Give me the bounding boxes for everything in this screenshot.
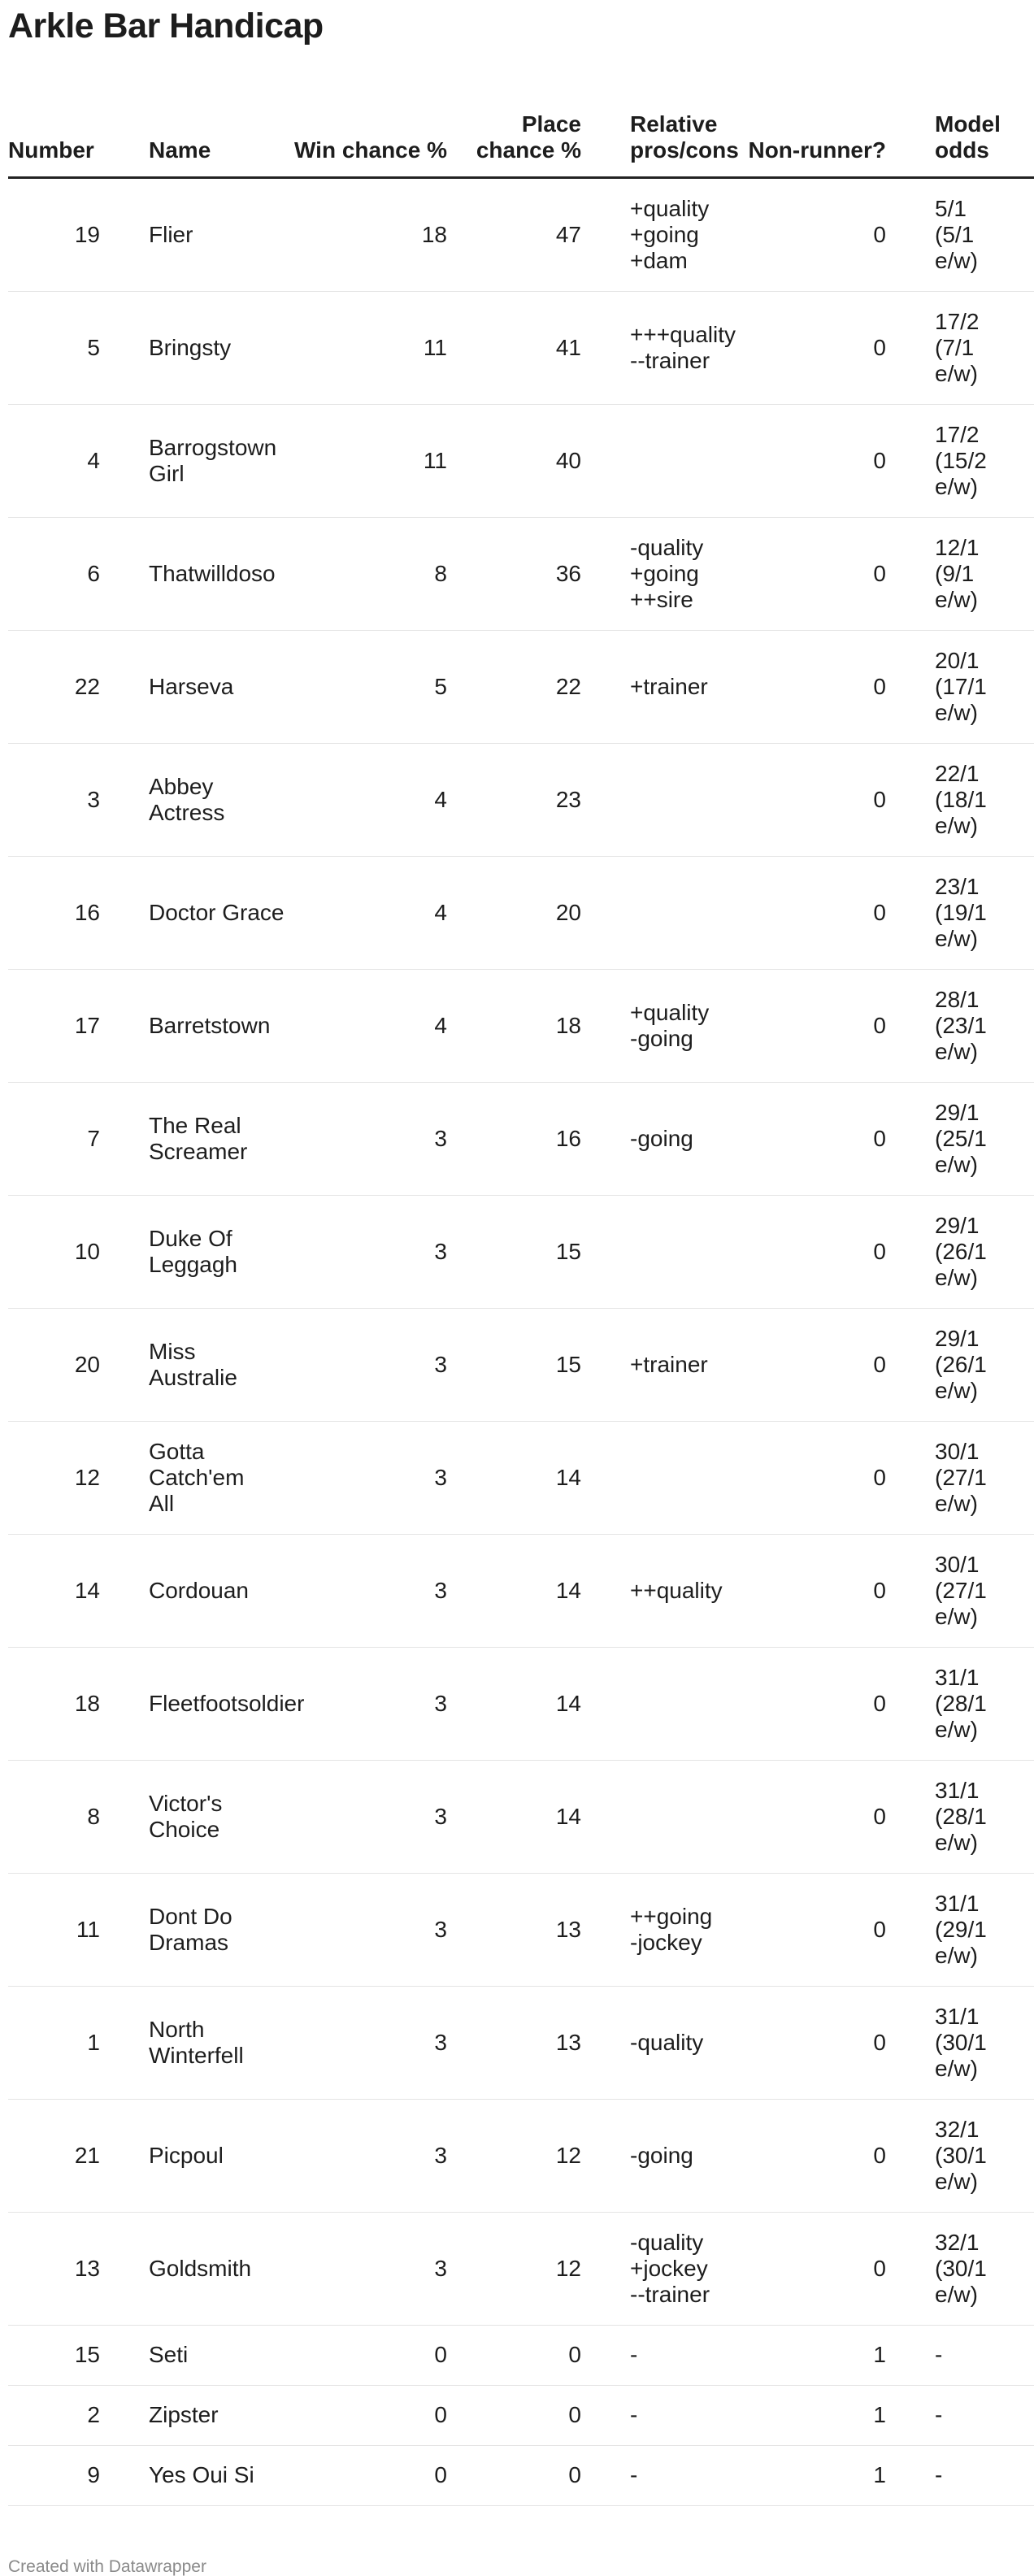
table-row — [8, 2325, 1034, 2385]
cell-non-runner: 0 — [736, 1760, 886, 1873]
cell-non-runner: 0 — [736, 1534, 886, 1647]
cell-number: 19 — [8, 177, 100, 291]
cell-number: 7 — [8, 1082, 100, 1195]
cell-win-chance: 8 — [285, 517, 447, 630]
cell-relative: +quality -going — [581, 969, 736, 1082]
table-row — [8, 1534, 1034, 1647]
cell-model-odds: - — [886, 2445, 1034, 2505]
cell-model-odds: 29/1 (26/1 e/w) — [886, 1195, 1034, 1308]
cell-model-odds: 32/1 (30/1 e/w) — [886, 2099, 1034, 2212]
cell-non-runner: 0 — [736, 291, 886, 404]
cell-number: 17 — [8, 969, 100, 1082]
cell-number: 20 — [8, 1308, 100, 1421]
cell-relative: - — [581, 2325, 736, 2385]
table-row — [8, 177, 1034, 291]
cell-win-chance: 3 — [285, 1082, 447, 1195]
cell-name: Miss Australie — [100, 1308, 285, 1421]
cell-number: 16 — [8, 856, 100, 969]
cell-model-odds: 31/1 (28/1 e/w) — [886, 1647, 1034, 1760]
cell-win-chance: 3 — [285, 1534, 447, 1647]
cell-number: 10 — [8, 1195, 100, 1308]
cell-place-chance: 15 — [447, 1308, 581, 1421]
table-row — [8, 1647, 1034, 1760]
cell-place-chance: 41 — [447, 291, 581, 404]
cell-number: 9 — [8, 2445, 100, 2505]
cell-non-runner: 0 — [736, 404, 886, 517]
cell-place-chance: 36 — [447, 517, 581, 630]
cell-relative — [581, 404, 736, 517]
cell-place-chance: 20 — [447, 856, 581, 969]
cell-win-chance: 5 — [285, 630, 447, 743]
column-header-name[interactable]: Name — [100, 89, 285, 177]
column-header-model-odds[interactable]: Model odds — [886, 89, 1034, 177]
cell-name: Victor's Choice — [100, 1760, 285, 1873]
cell-relative — [581, 1760, 736, 1873]
cell-model-odds: 31/1 (29/1 e/w) — [886, 1873, 1034, 1986]
table-row — [8, 1873, 1034, 1986]
cell-relative — [581, 1195, 736, 1308]
cell-place-chance: 16 — [447, 1082, 581, 1195]
cell-name: Barrogstown Girl — [100, 404, 285, 517]
cell-model-odds: 20/1 (17/1 e/w) — [886, 630, 1034, 743]
cell-non-runner: 0 — [736, 2212, 886, 2325]
cell-place-chance: 40 — [447, 404, 581, 517]
cell-model-odds: - — [886, 2385, 1034, 2445]
cell-model-odds: 30/1 (27/1 e/w) — [886, 1421, 1034, 1534]
table-header-row — [8, 89, 1034, 177]
cell-name: Thatwilldoso — [100, 517, 285, 630]
cell-number: 11 — [8, 1873, 100, 1986]
cell-place-chance: 12 — [447, 2099, 581, 2212]
cell-place-chance: 14 — [447, 1760, 581, 1873]
cell-relative: -quality +jockey --trainer — [581, 2212, 736, 2325]
cell-win-chance: 3 — [285, 1195, 447, 1308]
cell-number: 3 — [8, 743, 100, 856]
cell-place-chance: 0 — [447, 2325, 581, 2385]
cell-win-chance: 3 — [285, 1986, 447, 2099]
cell-name: Fleetfootsoldier — [100, 1647, 285, 1760]
cell-relative: -quality — [581, 1986, 736, 2099]
cell-win-chance: 18 — [285, 177, 447, 291]
cell-non-runner: 0 — [736, 1421, 886, 1534]
cell-number: 13 — [8, 2212, 100, 2325]
footer-credit: Created with Datawrapper — [8, 2557, 206, 2576]
table-row — [8, 630, 1034, 743]
cell-win-chance: 11 — [285, 404, 447, 517]
cell-model-odds: 31/1 (28/1 e/w) — [886, 1760, 1034, 1873]
cell-number: 6 — [8, 517, 100, 630]
cell-name: Gotta Catch'em All — [100, 1421, 285, 1534]
cell-name: Barretstown — [100, 969, 285, 1082]
column-header-number[interactable]: Number — [8, 89, 100, 177]
column-header-non-runner[interactable]: Non-runner? — [736, 89, 886, 177]
table-row — [8, 1082, 1034, 1195]
cell-non-runner: 0 — [736, 177, 886, 291]
cell-win-chance: 0 — [285, 2325, 447, 2385]
cell-model-odds: 22/1 (18/1 e/w) — [886, 743, 1034, 856]
cell-name: Dont Do Dramas — [100, 1873, 285, 1986]
cell-model-odds: 31/1 (30/1 e/w) — [886, 1986, 1034, 2099]
table-row — [8, 1760, 1034, 1873]
cell-number: 12 — [8, 1421, 100, 1534]
cell-non-runner: 1 — [736, 2385, 886, 2445]
table-row — [8, 1421, 1034, 1534]
cell-number: 22 — [8, 630, 100, 743]
cell-non-runner: 0 — [736, 517, 886, 630]
cell-place-chance: 47 — [447, 177, 581, 291]
table-body — [8, 177, 1034, 2505]
cell-relative: -going — [581, 2099, 736, 2212]
cell-name: Flier — [100, 177, 285, 291]
cell-relative: +++quality --trainer — [581, 291, 736, 404]
cell-name: Seti — [100, 2325, 285, 2385]
table-row — [8, 856, 1034, 969]
cell-win-chance: 4 — [285, 743, 447, 856]
cell-relative: +quality +going +dam — [581, 177, 736, 291]
cell-relative: -going — [581, 1082, 736, 1195]
cell-non-runner: 0 — [736, 1986, 886, 2099]
cell-name: Cordouan — [100, 1534, 285, 1647]
cell-relative — [581, 1421, 736, 1534]
cell-number: 4 — [8, 404, 100, 517]
cell-place-chance: 23 — [447, 743, 581, 856]
cell-win-chance: 4 — [285, 969, 447, 1082]
table-row — [8, 2385, 1034, 2445]
cell-win-chance: 3 — [285, 1760, 447, 1873]
table-row — [8, 404, 1034, 517]
cell-non-runner: 0 — [736, 1195, 886, 1308]
cell-model-odds: 32/1 (30/1 e/w) — [886, 2212, 1034, 2325]
cell-place-chance: 18 — [447, 969, 581, 1082]
cell-place-chance: 13 — [447, 1873, 581, 1986]
cell-relative: +trainer — [581, 1308, 736, 1421]
table-row — [8, 2212, 1034, 2325]
page-title: Arkle Bar Handicap — [8, 7, 324, 46]
cell-win-chance: 3 — [285, 2099, 447, 2212]
cell-win-chance: 11 — [285, 291, 447, 404]
cell-number: 8 — [8, 1760, 100, 1873]
cell-non-runner: 0 — [736, 630, 886, 743]
table-row — [8, 517, 1034, 630]
cell-model-odds: 17/2 (15/2 e/w) — [886, 404, 1034, 517]
table-row — [8, 2099, 1034, 2212]
results-table — [8, 89, 1034, 2506]
cell-relative — [581, 743, 736, 856]
cell-name: Doctor Grace — [100, 856, 285, 969]
cell-relative — [581, 856, 736, 969]
column-header-relative[interactable]: Relative pros/cons — [581, 89, 736, 177]
cell-win-chance: 3 — [285, 1421, 447, 1534]
cell-win-chance: 4 — [285, 856, 447, 969]
cell-number: 21 — [8, 2099, 100, 2212]
cell-win-chance: 3 — [285, 2212, 447, 2325]
cell-relative: ++quality — [581, 1534, 736, 1647]
table-row — [8, 1195, 1034, 1308]
cell-number: 14 — [8, 1534, 100, 1647]
column-header-win-chance[interactable]: Win chance % — [285, 89, 447, 177]
cell-non-runner: 0 — [736, 2099, 886, 2212]
cell-name: Abbey Actress — [100, 743, 285, 856]
cell-place-chance: 13 — [447, 1986, 581, 2099]
cell-model-odds: 29/1 (25/1 e/w) — [886, 1082, 1034, 1195]
table-row — [8, 1986, 1034, 2099]
cell-non-runner: 1 — [736, 2325, 886, 2385]
cell-model-odds: 23/1 (19/1 e/w) — [886, 856, 1034, 969]
cell-relative: -quality +going ++sire — [581, 517, 736, 630]
cell-non-runner: 0 — [736, 969, 886, 1082]
cell-model-odds: 5/1 (5/1 e/w) — [886, 177, 1034, 291]
table-row — [8, 2445, 1034, 2505]
cell-place-chance: 15 — [447, 1195, 581, 1308]
cell-place-chance: 12 — [447, 2212, 581, 2325]
cell-name: North Winterfell — [100, 1986, 285, 2099]
cell-relative: - — [581, 2385, 736, 2445]
cell-non-runner: 0 — [736, 856, 886, 969]
cell-non-runner: 0 — [736, 743, 886, 856]
cell-place-chance: 14 — [447, 1421, 581, 1534]
table-row — [8, 291, 1034, 404]
cell-model-odds: 12/1 (9/1 e/w) — [886, 517, 1034, 630]
cell-win-chance: 3 — [285, 1873, 447, 1986]
cell-number: 2 — [8, 2385, 100, 2445]
cell-non-runner: 0 — [736, 1647, 886, 1760]
cell-name: Picpoul — [100, 2099, 285, 2212]
cell-number: 15 — [8, 2325, 100, 2385]
cell-name: Duke Of Leggagh — [100, 1195, 285, 1308]
cell-relative: - — [581, 2445, 736, 2505]
cell-relative: ++going -jockey — [581, 1873, 736, 1986]
cell-name: Yes Oui Si — [100, 2445, 285, 2505]
cell-name: Zipster — [100, 2385, 285, 2445]
table-row — [8, 969, 1034, 1082]
cell-non-runner: 1 — [736, 2445, 886, 2505]
cell-name: Goldsmith — [100, 2212, 285, 2325]
cell-place-chance: 0 — [447, 2385, 581, 2445]
cell-win-chance: 0 — [285, 2385, 447, 2445]
cell-relative — [581, 1647, 736, 1760]
cell-number: 1 — [8, 1986, 100, 2099]
cell-model-odds: 29/1 (26/1 e/w) — [886, 1308, 1034, 1421]
column-header-place-chance[interactable]: Place chance % — [447, 89, 581, 177]
cell-number: 18 — [8, 1647, 100, 1760]
cell-place-chance: 0 — [447, 2445, 581, 2505]
cell-place-chance: 14 — [447, 1647, 581, 1760]
cell-non-runner: 0 — [736, 1308, 886, 1421]
table-row — [8, 1308, 1034, 1421]
cell-model-odds: 30/1 (27/1 e/w) — [886, 1534, 1034, 1647]
cell-model-odds: 17/2 (7/1 e/w) — [886, 291, 1034, 404]
cell-model-odds: - — [886, 2325, 1034, 2385]
cell-win-chance: 3 — [285, 1308, 447, 1421]
table-row — [8, 743, 1034, 856]
results-table-container — [8, 89, 1001, 2506]
cell-relative: +trainer — [581, 630, 736, 743]
cell-number: 5 — [8, 291, 100, 404]
cell-model-odds: 28/1 (23/1 e/w) — [886, 969, 1034, 1082]
cell-win-chance: 3 — [285, 1647, 447, 1760]
cell-win-chance: 0 — [285, 2445, 447, 2505]
cell-place-chance: 22 — [447, 630, 581, 743]
cell-name: The Real Screamer — [100, 1082, 285, 1195]
cell-name: Harseva — [100, 630, 285, 743]
cell-place-chance: 14 — [447, 1534, 581, 1647]
cell-non-runner: 0 — [736, 1082, 886, 1195]
cell-non-runner: 0 — [736, 1873, 886, 1986]
cell-name: Bringsty — [100, 291, 285, 404]
